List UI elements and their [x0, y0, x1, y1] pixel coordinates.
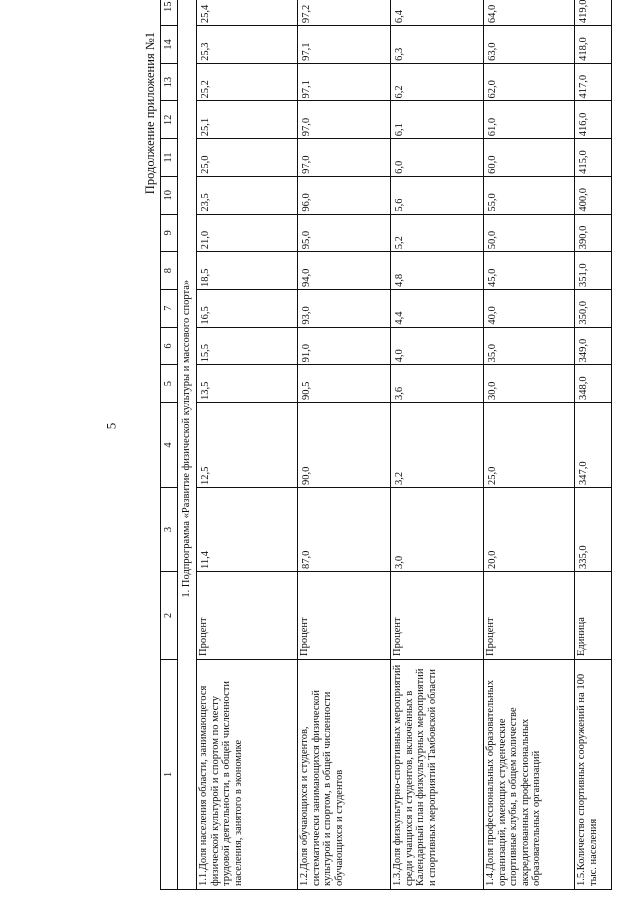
- indicator-name: 1.4.Доля профессиональных образовательных организаций, имеющих студенческие спортивные клубы, в общем количестве аккредитованных профессиональных образовательных организаций: [484, 660, 575, 890]
- value-cell: 6,2: [391, 63, 484, 101]
- value-cell: 400,0: [575, 176, 612, 214]
- column-number-row: [161, 0, 178, 890]
- value-cell: 62,0: [484, 63, 575, 101]
- indicator-name: 1.3.Доля физкультурно-спортивных мероприятий среди учащихся и студентов, включённых в Календарный план физкультурных мероприятий и спортивных мероприятий Тамбовской области: [391, 660, 484, 890]
- column-header: 7: [161, 289, 178, 327]
- value-cell: 351,0: [575, 252, 612, 290]
- value-cell: 30,0: [484, 365, 575, 403]
- value-cell: 4,8: [391, 252, 484, 290]
- value-cell: 3,2: [391, 403, 484, 488]
- value-cell: 91,0: [298, 327, 391, 365]
- value-cell: 6,3: [391, 26, 484, 64]
- value-cell: 6,0: [391, 139, 484, 177]
- value-cell: 3,0: [391, 488, 484, 572]
- value-cell: 97,1: [298, 63, 391, 101]
- value-cell: 419,0: [575, 0, 612, 26]
- value-cell: 87,0: [298, 488, 391, 572]
- value-cell: 97,0: [298, 101, 391, 139]
- column-header: 12: [161, 101, 178, 139]
- table-row: [575, 0, 612, 890]
- value-cell: 4,0: [391, 327, 484, 365]
- value-cell: 25,4: [197, 0, 298, 26]
- value-cell: 25,0: [484, 403, 575, 488]
- column-header: 6: [161, 327, 178, 365]
- value-cell: 12,5: [197, 403, 298, 488]
- value-cell: 23,5: [197, 176, 298, 214]
- indicator-name: 1.1.Доля населения области, занимающегося физической культурой и спортом по месту трудовой деятельности, в общей численности населения, занятого в экономике: [197, 660, 298, 890]
- value-cell: 350,0: [575, 289, 612, 327]
- value-cell: 25,2: [197, 63, 298, 101]
- value-cell: 5,2: [391, 214, 484, 252]
- value-cell: 6,1: [391, 101, 484, 139]
- indicators-table: [160, 0, 612, 890]
- subprogram-title: 1. Подпрограмма «Развитие физической культуры и массового спорта»: [178, 0, 197, 890]
- value-cell: 18,5: [197, 252, 298, 290]
- column-header: 8: [161, 252, 178, 290]
- value-cell: 45,0: [484, 252, 575, 290]
- column-header: 11: [161, 139, 178, 177]
- value-cell: 21,0: [197, 214, 298, 252]
- value-cell: 40,0: [484, 289, 575, 327]
- value-cell: 35,0: [484, 327, 575, 365]
- page-number: 5: [103, 422, 119, 430]
- table-row: [484, 0, 575, 890]
- value-cell: 347,0: [575, 403, 612, 488]
- value-cell: 390,0: [575, 214, 612, 252]
- value-cell: 6,4: [391, 0, 484, 26]
- table-row: [298, 0, 391, 890]
- value-cell: 90,0: [298, 403, 391, 488]
- value-cell: 50,0: [484, 214, 575, 252]
- value-cell: 96,0: [298, 176, 391, 214]
- value-cell: 93,0: [298, 289, 391, 327]
- value-cell: 60,0: [484, 139, 575, 177]
- column-header: 4: [161, 403, 178, 488]
- value-cell: 20,0: [484, 488, 575, 572]
- column-header: 14: [161, 26, 178, 64]
- continuation-caption: Продолжение приложения №1: [143, 32, 157, 195]
- value-cell: 95,0: [298, 214, 391, 252]
- value-cell: 64,0: [484, 0, 575, 26]
- unit-cell: Процент: [391, 572, 484, 660]
- value-cell: 11,4: [197, 488, 298, 572]
- value-cell: 90,5: [298, 365, 391, 403]
- value-cell: 55,0: [484, 176, 575, 214]
- value-cell: 4,4: [391, 289, 484, 327]
- value-cell: 61,0: [484, 101, 575, 139]
- value-cell: 335,0: [575, 488, 612, 572]
- value-cell: 415,0: [575, 139, 612, 177]
- table-row: [391, 0, 484, 890]
- column-header: 10: [161, 176, 178, 214]
- value-cell: 3,6: [391, 365, 484, 403]
- table-row: [197, 0, 298, 890]
- value-cell: 94,0: [298, 252, 391, 290]
- column-header: 15: [161, 0, 178, 26]
- indicator-name: 1.2.Доля обучающихся и студентов, систематически занимающихся физической культурой и спортом, в общей численности обучающихся и студентов: [298, 660, 391, 890]
- unit-cell: Процент: [298, 572, 391, 660]
- rotated-table-block: [140, 0, 599, 890]
- value-cell: 16,5: [197, 289, 298, 327]
- value-cell: 349,0: [575, 327, 612, 365]
- value-cell: 416,0: [575, 101, 612, 139]
- column-header: 9: [161, 214, 178, 252]
- value-cell: 97,2: [298, 0, 391, 26]
- unit-cell: Процент: [484, 572, 575, 660]
- value-cell: 97,0: [298, 139, 391, 177]
- column-header: 13: [161, 63, 178, 101]
- value-cell: 15,5: [197, 327, 298, 365]
- indicator-name: 1.5.Количество спортивных сооружений на 100 тыс. населения: [575, 660, 612, 890]
- column-header: 1: [161, 660, 178, 890]
- value-cell: 97,1: [298, 26, 391, 64]
- value-cell: 25,3: [197, 26, 298, 64]
- value-cell: 25,0: [197, 139, 298, 177]
- value-cell: 63,0: [484, 26, 575, 64]
- value-cell: 5,6: [391, 176, 484, 214]
- value-cell: 13,5: [197, 365, 298, 403]
- column-header: 3: [161, 488, 178, 572]
- value-cell: 348,0: [575, 365, 612, 403]
- value-cell: 417,0: [575, 63, 612, 101]
- unit-cell: Единица: [575, 572, 612, 660]
- value-cell: 25,1: [197, 101, 298, 139]
- column-header: 2: [161, 572, 178, 660]
- subprogram-row: [178, 0, 197, 890]
- unit-cell: Процент: [197, 572, 298, 660]
- column-header: 5: [161, 365, 178, 403]
- value-cell: 418,0: [575, 26, 612, 64]
